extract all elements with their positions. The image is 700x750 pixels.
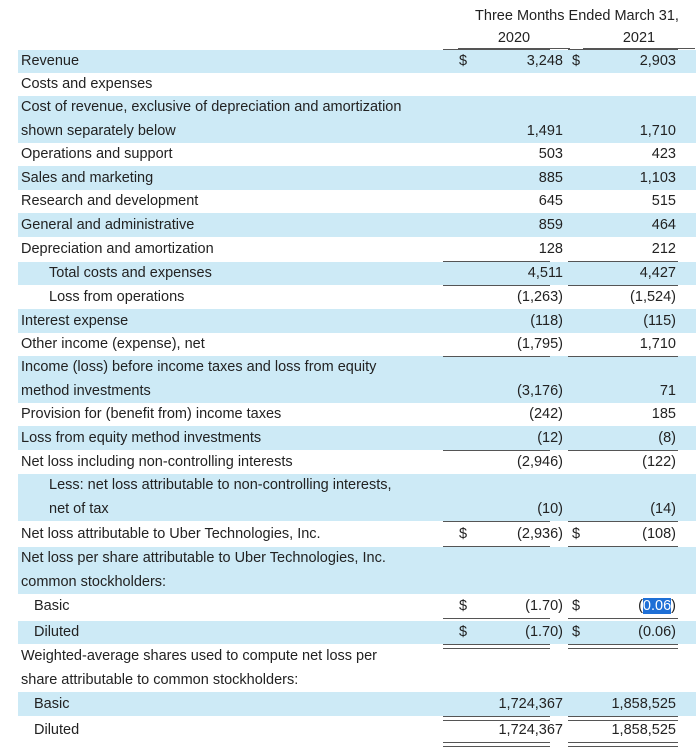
row-less-nci (18, 474, 696, 521)
column-header-2021: 2021 (583, 28, 695, 49)
row-label: Loss from operations (49, 289, 185, 305)
row-label: General and administrative (21, 217, 195, 233)
value-2020: (2,936) (517, 526, 563, 542)
total-double-rule (443, 742, 550, 747)
value-2021: (8) (658, 430, 676, 446)
row-provision-for-income-taxes (18, 403, 696, 426)
value-2020: 885 (538, 170, 563, 186)
row-label: shown separately below (21, 123, 176, 139)
row-label: net of tax (49, 501, 109, 517)
subtotal-rule (443, 356, 550, 357)
value-2020: 4,511 (527, 265, 563, 281)
row-label: Basic (34, 598, 70, 614)
value-2021: 185 (651, 406, 676, 422)
value-2020: (10) (537, 501, 563, 517)
row-net-loss-including-nci (18, 451, 696, 474)
subtotal-rule (443, 521, 550, 522)
row-eps-basic (18, 594, 696, 618)
row-depreciation-and-amortization (18, 237, 696, 261)
value-2020: 645 (538, 193, 563, 209)
row-net-loss-per-share-heading (18, 547, 696, 594)
row-label: Cost of revenue, exclusive of depreciation and amortization (21, 99, 402, 115)
row-label: Net loss per share attributable to Uber Technologies, Inc. (21, 550, 386, 566)
row-operations-and-support (18, 143, 696, 166)
value-2021: (108) (642, 526, 676, 542)
value-2020: (3,176) (517, 383, 563, 399)
value-2021: 71 (659, 383, 676, 399)
row-label: Diluted (34, 624, 80, 640)
row-label: Total costs and expenses (49, 265, 212, 281)
column-header-2020: 2020 (458, 28, 570, 49)
value-2021: 1,710 (639, 336, 676, 352)
row-label: common stockholders: (21, 574, 167, 590)
row-net-loss-attributable (18, 522, 696, 546)
value-2021: (122) (642, 454, 676, 470)
value-2020: 859 (538, 217, 563, 233)
dollar-sign: $ (572, 624, 581, 640)
row-label: share attributable to common stockholders: (21, 672, 299, 688)
row-label: Research and development (21, 193, 199, 209)
value-2020: (1,263) (517, 289, 563, 305)
value-2020: 1,491 (526, 123, 563, 139)
selected-text[interactable]: 0.06 (642, 598, 672, 614)
value-2021: 1,710 (639, 123, 676, 139)
row-shares-diluted (18, 719, 696, 742)
value-2021[interactable]: (0.06) (638, 598, 676, 614)
value-2021: 1,103 (639, 170, 676, 186)
value-2020: (12) (537, 430, 563, 446)
subtotal-rule (443, 450, 550, 451)
column-rule (443, 49, 550, 50)
value-2021: 1,858,525 (611, 722, 676, 738)
row-loss-from-operations (18, 286, 696, 309)
value-2020: (2,946) (517, 454, 563, 470)
value-2021: (0.06) (638, 624, 676, 640)
value-2020: 3,248 (526, 53, 563, 69)
value-2021: 464 (651, 217, 676, 233)
value-2020: 503 (538, 146, 563, 162)
value-2020: (118) (530, 313, 563, 329)
row-label: Provision for (benefit from) income taxes (21, 406, 282, 422)
row-interest-expense (18, 309, 696, 333)
value-2020: 128 (538, 241, 563, 257)
column-header-period: Three Months Ended March 31, (475, 8, 679, 24)
dollar-sign: $ (459, 526, 468, 542)
value-2020: (1,795) (517, 336, 563, 352)
dollar-sign: $ (572, 53, 581, 69)
row-label: Basic (34, 696, 70, 712)
subtotal-rule (568, 356, 678, 357)
subtotal-rule (443, 285, 550, 286)
row-label: Loss from equity method investments (21, 430, 262, 446)
row-label: Diluted (34, 722, 80, 738)
row-other-income (18, 333, 696, 356)
row-label: Interest expense (21, 313, 129, 329)
row-label: Income (loss) before income taxes and loss from equity (21, 359, 377, 375)
subtotal-rule (568, 521, 678, 522)
dollar-sign: $ (572, 526, 581, 542)
row-research-and-development (18, 190, 696, 213)
row-cost-of-revenue (18, 96, 696, 143)
value-2020: (242) (529, 406, 563, 422)
row-weighted-average-heading (18, 645, 696, 692)
row-revenue (18, 50, 696, 73)
row-label: Operations and support (21, 146, 173, 162)
value-2021: 515 (651, 193, 676, 209)
row-label: Depreciation and amortization (21, 241, 214, 257)
row-loss-from-equity-method (18, 426, 696, 450)
value-2020: 1,724,367 (498, 696, 563, 712)
total-double-rule (568, 742, 678, 747)
row-label: Revenue (21, 53, 80, 69)
value-2021: 1,858,525 (611, 696, 676, 712)
value-2021: 4,427 (639, 265, 676, 281)
subtotal-rule (568, 285, 678, 286)
row-label: Sales and marketing (21, 170, 154, 186)
value-2021: 212 (651, 241, 676, 257)
row-sales-and-marketing (18, 166, 696, 190)
value-2021: 2,903 (639, 53, 676, 69)
row-income-before-taxes (18, 356, 696, 403)
column-rule (568, 49, 678, 50)
row-label: Net loss attributable to Uber Technologies, Inc. (21, 526, 321, 542)
value-2021: 423 (651, 146, 676, 162)
row-general-and-administrative (18, 213, 696, 237)
dollar-sign: $ (572, 598, 581, 614)
dollar-sign: $ (459, 624, 468, 640)
subtotal-rule (568, 261, 678, 262)
value-2020: (1.70) (525, 624, 563, 640)
row-label: Weighted-average shares used to compute net loss per (21, 648, 377, 664)
row-costs-and-expenses (18, 73, 696, 96)
row-label: Net loss including non-controlling interests (21, 454, 293, 470)
subtotal-rule (568, 450, 678, 451)
value-2021: (14) (650, 501, 676, 517)
row-shares-basic (18, 692, 696, 716)
subtotal-rule (443, 261, 550, 262)
row-label: Less: net loss attributable to non-controlling interests, (49, 477, 392, 493)
row-label: Costs and expenses (21, 76, 153, 92)
dollar-sign: $ (459, 598, 468, 614)
value-2020: 1,724,367 (498, 722, 563, 738)
value-2021: (115) (643, 313, 676, 329)
row-label: Other income (expense), net (21, 336, 205, 352)
row-eps-diluted (18, 621, 696, 644)
value-2020: (1.70) (525, 598, 563, 614)
row-label: method investments (21, 383, 151, 399)
dollar-sign: $ (459, 53, 468, 69)
row-total-costs-and-expenses (18, 262, 696, 285)
value-2021: (1,524) (630, 289, 676, 305)
